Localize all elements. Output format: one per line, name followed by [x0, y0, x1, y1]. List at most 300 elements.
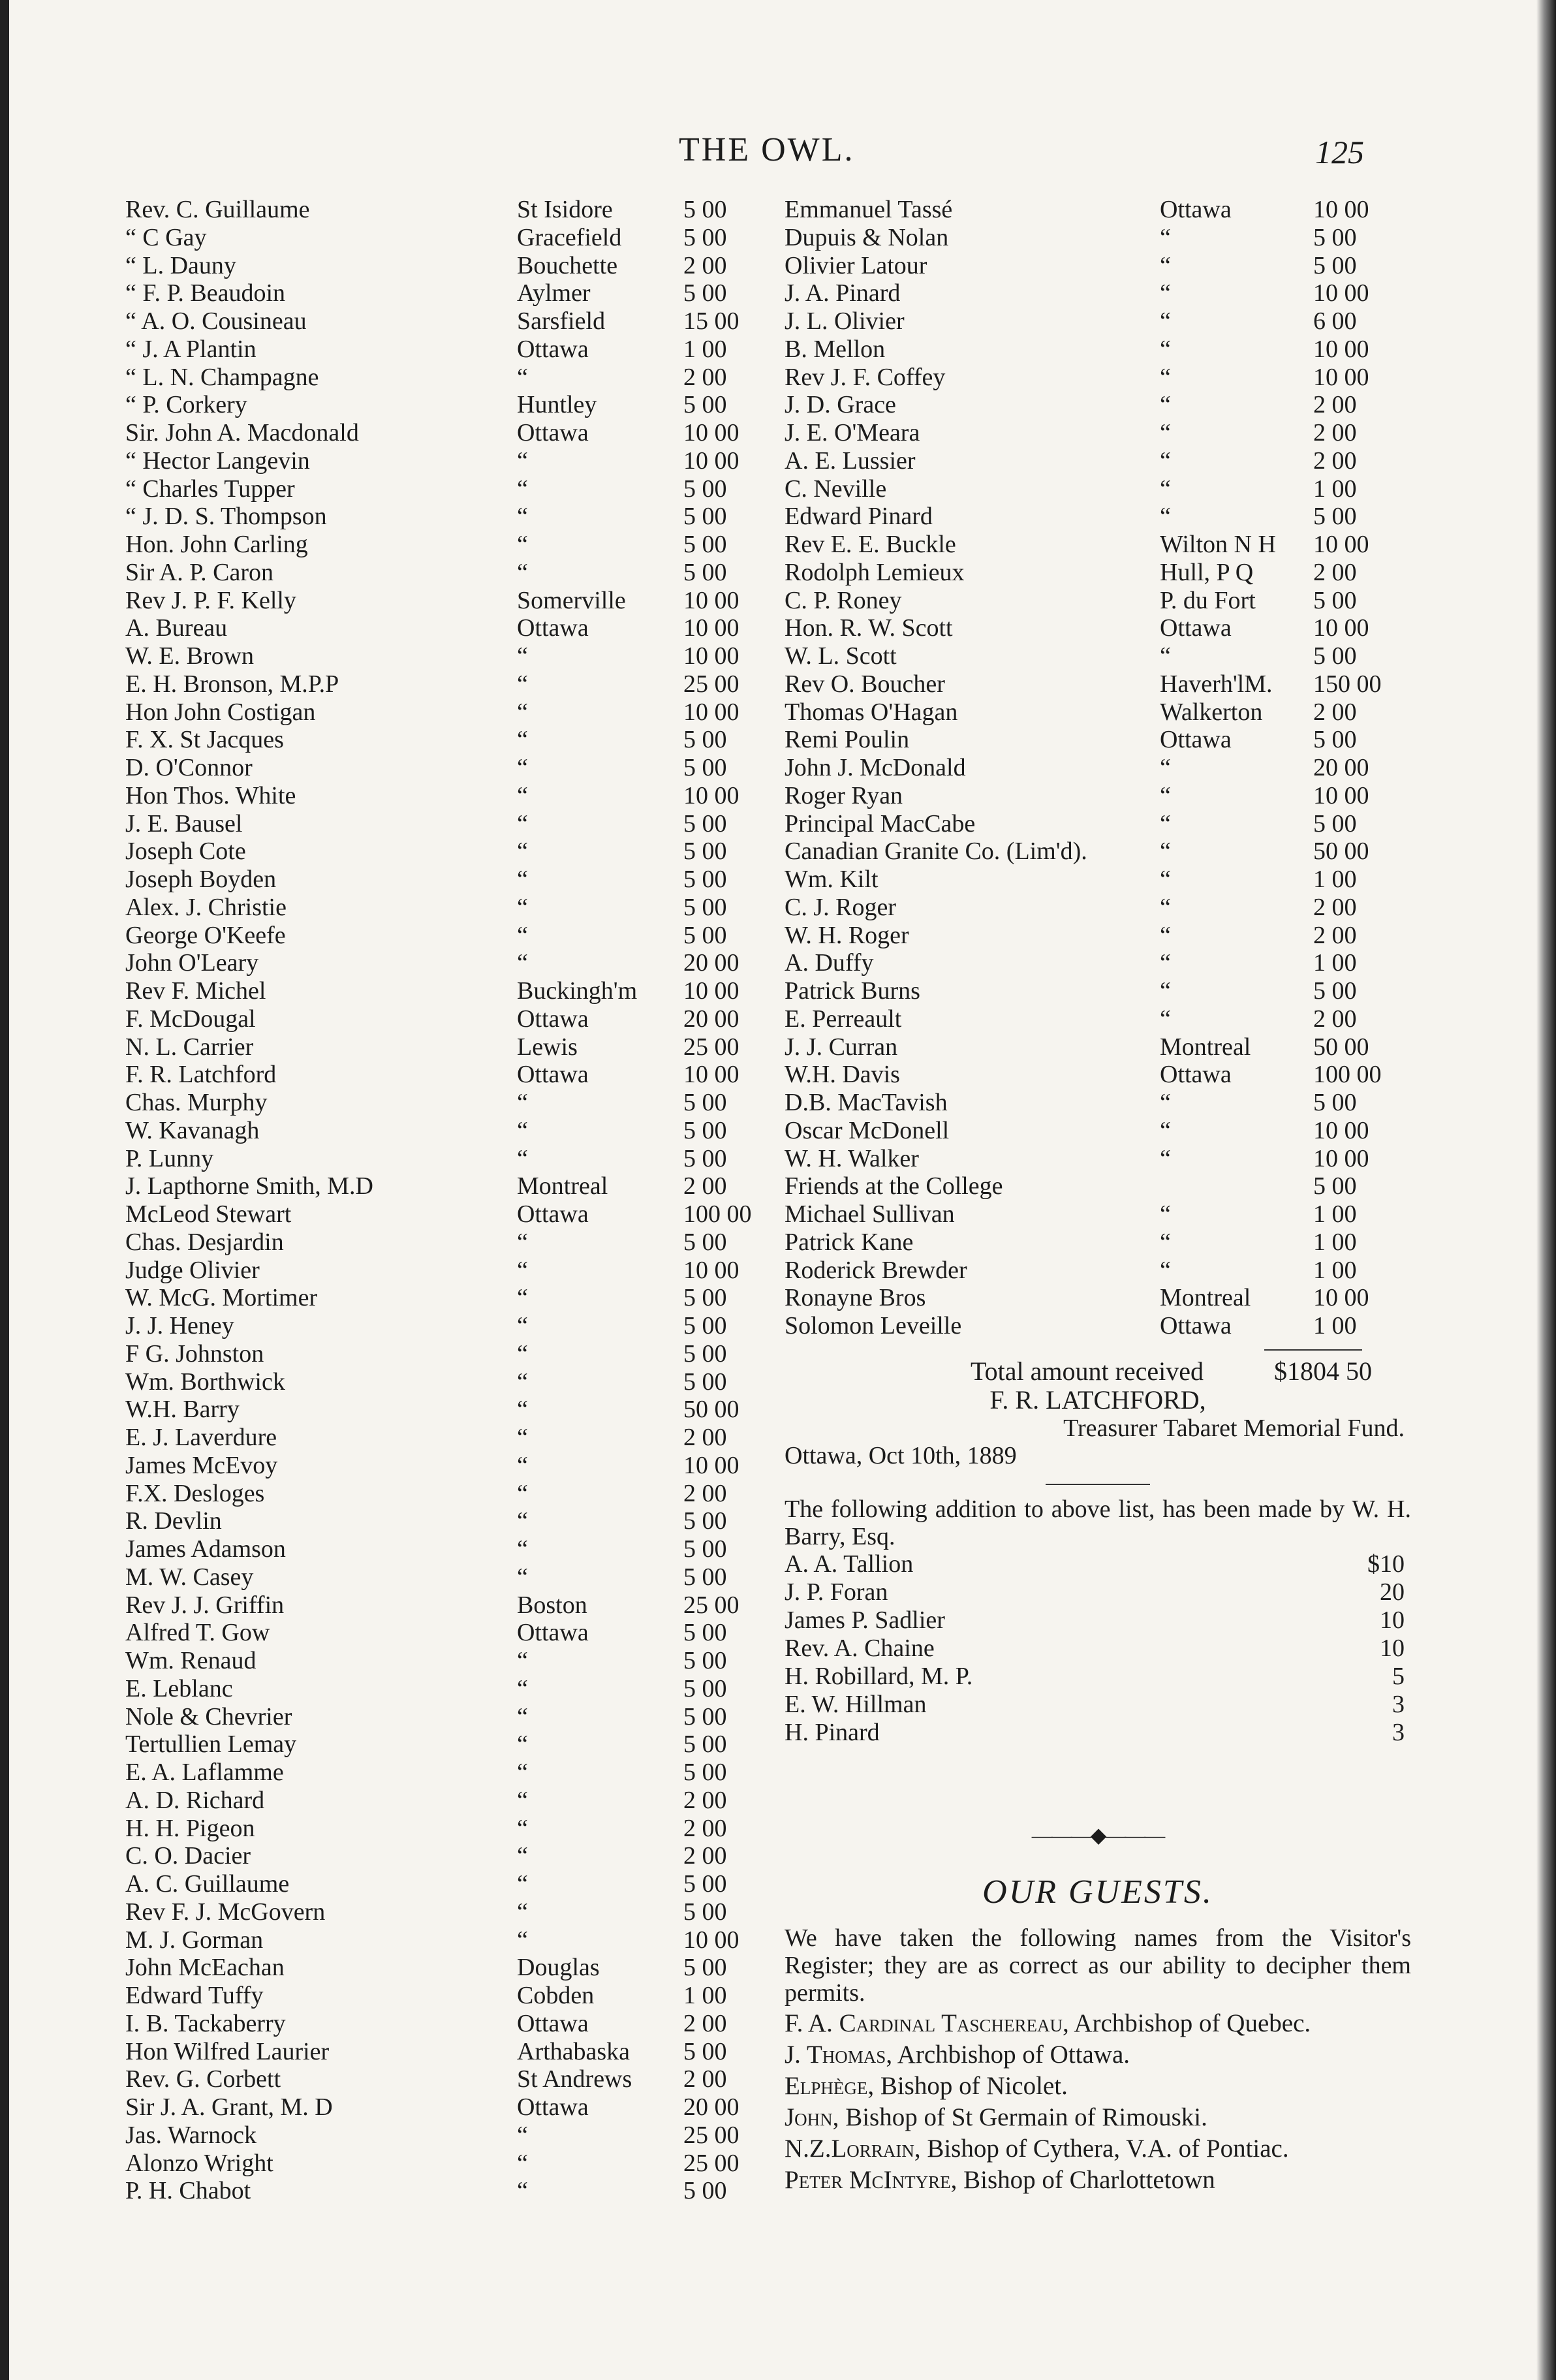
- subscriber-amount: 50 00: [1313, 838, 1369, 866]
- subscriber-row: [125, 1424, 752, 1452]
- subscriber-name: “ Charles Tupper: [125, 475, 295, 503]
- subscriber-amount: 10 00: [683, 642, 739, 670]
- subscriber-name: W. Kavanagh: [125, 1116, 260, 1144]
- subscriber-amount: 5 00: [1313, 642, 1357, 670]
- subscriber-amount: 10 00: [683, 446, 739, 475]
- subscriber-amount: 2 00: [683, 251, 727, 279]
- addition-name: H. Pinard: [785, 1718, 880, 1746]
- subscriber-place: “: [1160, 1005, 1171, 1033]
- subscriber-place: “: [1160, 781, 1171, 809]
- subscriber-amount: 1 00: [1313, 475, 1357, 503]
- subscriber-amount: 100 00: [683, 1200, 752, 1228]
- subscriber-row: [785, 1312, 1411, 1340]
- subscriber-row: [125, 224, 752, 252]
- subscriber-row: [125, 754, 752, 782]
- subscriber-name: J. D. Grace: [785, 391, 896, 419]
- subscriber-amount: 2 00: [1313, 446, 1357, 475]
- subscriber-amount: 25 00: [683, 2121, 739, 2149]
- subscriber-place: “: [517, 1089, 528, 1116]
- subscriber-place: Ottawa: [1160, 196, 1232, 223]
- subscriber-amount: 5 00: [683, 1647, 727, 1674]
- subscriber-place: “: [517, 1312, 528, 1339]
- subscriber-amount: 10 00: [683, 781, 739, 809]
- subscriber-name: J. J. Heney: [125, 1312, 234, 1339]
- addition-row: [785, 1606, 1411, 1635]
- subscriber-amount: 5 00: [683, 1870, 727, 1898]
- subscriber-amount: 20 00: [683, 949, 739, 977]
- subscriber-name: Rev J. J. Griffin: [125, 1591, 285, 1619]
- subscriber-name: “ L. N. Champagne: [125, 363, 319, 391]
- subscriber-amount: 5 00: [683, 1116, 727, 1144]
- subscriber-row: [785, 224, 1411, 252]
- addition-row: [785, 1635, 1411, 1663]
- subscriber-name: Rodolph Lemieux: [785, 558, 965, 586]
- subscriber-name: Oscar McDonell: [785, 1116, 950, 1144]
- subscriber-place: Gracefield: [517, 223, 622, 251]
- subscriber-row: [125, 642, 752, 670]
- subscriber-name: Hon Wilfred Laurier: [125, 2037, 330, 2065]
- subscriber-name: W. H. Roger: [785, 921, 909, 949]
- subscriber-place: “: [1160, 1200, 1171, 1228]
- subscriber-amount: 10 00: [683, 698, 739, 726]
- subscriber-place: “: [517, 2177, 528, 2205]
- subscriber-place: “: [517, 1507, 528, 1535]
- subscriber-name: A. Bureau: [125, 614, 228, 642]
- subscriber-amount: 10 00: [683, 1061, 739, 1089]
- total-label: Total amount received: [971, 1356, 1204, 1386]
- subscriber-place: Montreal: [1160, 1033, 1251, 1061]
- subscriber-row: [125, 810, 752, 838]
- subscriber-place: “: [517, 1144, 528, 1172]
- subscriber-row: [125, 2122, 752, 2150]
- subscriber-place: “: [517, 670, 528, 698]
- subscriber-place: “: [1160, 838, 1171, 866]
- subscriber-name: McLeod Stewart: [125, 1200, 292, 1228]
- guest-entry: [785, 2103, 1411, 2132]
- subscriber-row: [785, 559, 1411, 587]
- addition-name: J. P. Foran: [785, 1578, 888, 1606]
- subscriber-place: “: [1160, 754, 1171, 781]
- subscriber-row: [125, 1982, 752, 2010]
- subscriber-amount: 1 00: [1313, 1256, 1357, 1284]
- subscriber-name: Remi Poulin: [785, 726, 910, 754]
- subscriber-place: “: [517, 726, 528, 754]
- subscriber-amount: 2 00: [683, 2009, 727, 2037]
- subscriber-row: [125, 1312, 752, 1340]
- guest-entry: [785, 2009, 1411, 2038]
- subscriber-name: A. C. Guillaume: [125, 1870, 290, 1898]
- subscriber-amount: 5 00: [683, 1339, 727, 1368]
- subscriber-place: Cobden: [517, 1982, 595, 2009]
- subscriber-place: Boston: [517, 1591, 587, 1619]
- subscriber-name: Edward Pinard: [785, 503, 933, 531]
- subscriber-amount: 5 00: [683, 1284, 727, 1312]
- subscriber-row: [125, 949, 752, 977]
- subscriber-name: “ L. Dauny: [125, 251, 236, 279]
- subscriber-amount: 5 00: [683, 1089, 727, 1116]
- subscriber-row: [125, 391, 752, 419]
- subscriber-amount: 5 00: [1313, 726, 1357, 754]
- subscriber-name: Principal MacCabe: [785, 809, 976, 838]
- subscriber-name: Alonzo Wright: [125, 2149, 273, 2177]
- subscriber-row: [125, 1452, 752, 1480]
- subscriber-place: “: [517, 363, 528, 391]
- right-column: [785, 196, 1411, 2195]
- subscriber-row: [785, 726, 1411, 754]
- subscriber-amount: 10 00: [1313, 1284, 1369, 1312]
- subscriber-place: Ottawa: [517, 419, 589, 446]
- subscriber-row: [125, 336, 752, 364]
- subscriber-name: D.B. MacTavish: [785, 1089, 948, 1116]
- subscriber-row: [785, 614, 1411, 642]
- subscriber-place: “: [517, 1479, 528, 1507]
- subscriber-amount: 10 00: [1313, 1116, 1369, 1144]
- subscriber-name: R. Devlin: [125, 1507, 222, 1535]
- subscriber-amount: 50 00: [683, 1396, 739, 1424]
- subscriber-name: Rev J. F. Coffey: [785, 363, 946, 391]
- subscriber-name: Jas. Warnock: [125, 2121, 257, 2149]
- guest-name: Elphège,: [785, 2071, 875, 2100]
- subscriber-row: [125, 364, 752, 392]
- subscriber-row: [125, 614, 752, 642]
- subscriber-place: Arthabaska: [517, 2037, 630, 2065]
- subscriber-row: [125, 1870, 752, 1898]
- subscriber-row: [125, 1396, 752, 1424]
- subscriber-amount: 5 00: [1313, 1089, 1357, 1116]
- subscriber-place: “: [517, 1451, 528, 1479]
- subscriber-amount: 5 00: [683, 838, 727, 866]
- subscriber-amount: 25 00: [683, 1591, 739, 1619]
- subscriber-row: [125, 2150, 752, 2178]
- guest-title: Bishop of Cythera, V.A. of Pontiac.: [927, 2134, 1289, 2163]
- subscriber-place: “: [1160, 642, 1171, 670]
- subscriber-row: [125, 196, 752, 224]
- subscriber-place: “: [1160, 251, 1171, 279]
- subscriber-amount: 5 00: [683, 1702, 727, 1730]
- subscriber-name: John O'Leary: [125, 949, 259, 977]
- subscriber-amount: 5 00: [1313, 503, 1357, 531]
- subscriber-place: Haverh'lM.: [1160, 670, 1273, 698]
- subscriber-row: [785, 447, 1411, 475]
- page-edge-right: [1536, 0, 1556, 2380]
- subscriber-name: Hon. R. W. Scott: [785, 614, 953, 642]
- subscriber-row: [785, 838, 1411, 866]
- subscriber-place: “: [517, 1228, 528, 1256]
- subscriber-place: “: [1160, 363, 1171, 391]
- guest-entry: [785, 2041, 1411, 2069]
- subscriber-place: “: [517, 1842, 528, 1870]
- addition-row: [785, 1550, 1411, 1578]
- subscriber-amount: 5 00: [683, 1759, 727, 1786]
- subscriber-name: Patrick Burns: [785, 977, 920, 1005]
- subscriber-row: [125, 1005, 752, 1033]
- subscriber-row: [125, 1145, 752, 1173]
- subscriber-amount: 5 00: [683, 1730, 727, 1759]
- subscriber-name: John J. McDonald: [785, 754, 966, 781]
- subscriber-place: “: [1160, 1144, 1171, 1172]
- subscriber-amount: 1 00: [1313, 1312, 1357, 1339]
- subscriber-amount: 2 00: [683, 1479, 727, 1507]
- guest-name: F. A. Cardinal Taschereau,: [785, 2009, 1069, 2037]
- guest-entry: [785, 2166, 1411, 2195]
- subscriber-name: W. L. Scott: [785, 642, 897, 670]
- subscriber-place: “: [517, 2121, 528, 2149]
- subscriber-place: “: [1160, 1256, 1171, 1284]
- subscriber-amount: 5 00: [683, 1619, 727, 1647]
- subscriber-amount: 1 00: [1313, 866, 1357, 893]
- subscriber-name: F G. Johnston: [125, 1339, 264, 1368]
- addition-amount: 10: [1380, 1634, 1405, 1662]
- addition-amount: 3: [1392, 1690, 1405, 1718]
- subscriber-amount: 5 00: [683, 1312, 727, 1339]
- subscriber-name: James Adamson: [125, 1535, 286, 1563]
- subscriber-name: B. Mellon: [785, 335, 886, 363]
- left-column: [125, 196, 752, 2205]
- subscriber-row: [125, 1842, 752, 1870]
- subscriber-amount: 100 00: [1313, 1061, 1382, 1089]
- page-edge-left: [0, 0, 9, 2380]
- subscriber-place: “: [517, 866, 528, 893]
- subscriber-row: [125, 1647, 752, 1675]
- guest-title: Archbishop of Quebec.: [1074, 2009, 1311, 2037]
- subscriber-name: Rev J. P. F. Kelly: [125, 586, 296, 614]
- subscriber-name: Emmanuel Tassé: [785, 196, 953, 223]
- guest-name: John,: [785, 2103, 839, 2131]
- subscriber-row: [785, 754, 1411, 782]
- subscriber-amount: 1 00: [1313, 1200, 1357, 1228]
- subscriber-amount: 25 00: [683, 1033, 739, 1061]
- subscriber-name: Thomas O'Hagan: [785, 698, 958, 726]
- addition-name: Rev. A. Chaine: [785, 1634, 935, 1662]
- subscriber-place: “: [1160, 977, 1171, 1005]
- subscriber-name: Rev O. Boucher: [785, 670, 945, 698]
- subscriber-name: Dupuis & Nolan: [785, 223, 949, 251]
- subscriber-name: F. R. Latchford: [125, 1061, 277, 1089]
- subscriber-place: “: [1160, 809, 1171, 838]
- subscriber-name: Nole & Chevrier: [125, 1702, 292, 1730]
- subscriber-amount: 10 00: [683, 419, 739, 446]
- subscriber-name: Canadian Granite Co. (Lim'd).: [785, 838, 1087, 866]
- guest-title: Bishop of Charlottetown: [963, 2165, 1215, 2194]
- subscriber-row: [125, 1200, 752, 1229]
- subscriber-name: D. O'Connor: [125, 754, 253, 781]
- subscriber-place: P. du Fort: [1160, 586, 1256, 614]
- subscriber-place: “: [517, 754, 528, 781]
- subscriber-name: Roger Ryan: [785, 781, 903, 809]
- subscriber-amount: 5 00: [683, 809, 727, 838]
- subscriber-place: “: [517, 1563, 528, 1591]
- subscriber-name: Sir A. P. Caron: [125, 558, 273, 586]
- subscriber-name: Wm. Kilt: [785, 866, 879, 893]
- addition-amount: 10: [1380, 1606, 1405, 1634]
- subscriber-row: [125, 475, 752, 503]
- subscriber-amount: 5 00: [1313, 977, 1357, 1005]
- subscriber-row: [785, 419, 1411, 447]
- addition-note: The following addition to above list, has been made by W. H. Barry, Esq.: [785, 1495, 1411, 1550]
- subscriber-row: [785, 1061, 1411, 1089]
- subscriber-name: Friends at the College: [785, 1172, 1003, 1200]
- subscriber-amount: 2 00: [683, 2065, 727, 2093]
- subscriber-name: James McEvoy: [125, 1451, 278, 1479]
- addition-name: H. Robillard, M. P.: [785, 1662, 973, 1690]
- subscriber-name: Tertullien Lemay: [125, 1730, 297, 1759]
- subscriber-row: [125, 977, 752, 1005]
- addition-name: A. A. Tallion: [785, 1550, 914, 1578]
- subscriber-name: Alfred T. Gow: [125, 1619, 270, 1647]
- subscriber-row: [125, 1284, 752, 1312]
- subscriber-amount: 5 00: [683, 196, 727, 223]
- subscriber-amount: 5 00: [683, 893, 727, 921]
- subscriber-place: “: [517, 2149, 528, 2177]
- subscriber-row: [125, 531, 752, 559]
- addition-row: [785, 1663, 1411, 1691]
- subscriber-row: [785, 196, 1411, 224]
- subscriber-name: J. L. Olivier: [785, 307, 905, 335]
- subscriber-name: C. P. Roney: [785, 586, 902, 614]
- subscriber-name: J. E. O'Meara: [785, 419, 920, 446]
- subscriber-row: [125, 670, 752, 698]
- subscriber-name: Sir J. A. Grant, M. D: [125, 2093, 333, 2121]
- subscriber-name: J. J. Curran: [785, 1033, 898, 1061]
- addition-amount: $10: [1367, 1550, 1405, 1578]
- subscriber-name: F.X. Desloges: [125, 1479, 265, 1507]
- subscriber-row: [785, 1229, 1411, 1257]
- subscriber-amount: 10 00: [1313, 279, 1369, 307]
- subscriber-row: [125, 1229, 752, 1257]
- subscriber-place: Aylmer: [517, 279, 591, 307]
- subscriber-place: “: [517, 1674, 528, 1702]
- subscriber-name: E. H. Bronson, M.P.P: [125, 670, 339, 698]
- subscriber-place: “: [1160, 279, 1171, 307]
- subscriber-name: “ J. A Plantin: [125, 335, 257, 363]
- subscriber-row: [785, 587, 1411, 615]
- subscriber-amount: 5 00: [683, 503, 727, 531]
- subscriber-name: A. E. Lussier: [785, 446, 916, 475]
- subscriber-place: “: [517, 1870, 528, 1898]
- subscriber-place: “: [517, 531, 528, 558]
- subscriber-place: “: [517, 1759, 528, 1786]
- section-rule: [1046, 1484, 1150, 1485]
- subscriber-place: Huntley: [517, 391, 597, 419]
- subscriber-place: “: [1160, 223, 1171, 251]
- ornament-divider: ———◆———: [1031, 1823, 1164, 1847]
- subscriber-row: [125, 447, 752, 475]
- subscriber-row: [125, 307, 752, 336]
- subscriber-amount: 20 00: [683, 2093, 739, 2121]
- subscriber-row: [125, 1787, 752, 1815]
- subscriber-amount: 2 00: [1313, 419, 1357, 446]
- subscriber-name: Rev E. E. Buckle: [785, 531, 956, 558]
- subscriber-place: Wilton N H: [1160, 531, 1276, 558]
- subscriber-name: John McEachan: [125, 1954, 285, 1982]
- subscriber-row: [785, 670, 1411, 698]
- subscriber-name: Edward Tuffy: [125, 1982, 264, 2009]
- subscriber-amount: 2 00: [683, 1814, 727, 1842]
- subscriber-name: Joseph Boyden: [125, 866, 277, 893]
- subscriber-place: “: [1160, 1089, 1171, 1116]
- subscriber-row: [125, 559, 752, 587]
- subscriber-place: “: [517, 1284, 528, 1312]
- subscriber-place: “: [517, 1647, 528, 1674]
- subscriber-row: [785, 391, 1411, 419]
- subscriber-name: E. A. Laflamme: [125, 1759, 284, 1786]
- subscriber-amount: 5 00: [683, 1228, 727, 1256]
- subscriber-name: “ C Gay: [125, 223, 207, 251]
- subscriber-row: [125, 2010, 752, 2038]
- subscriber-row: [785, 866, 1411, 894]
- subscriber-place: “: [517, 781, 528, 809]
- subscriber-row: [785, 336, 1411, 364]
- subscriber-place: Ottawa: [517, 2093, 589, 2121]
- subscriber-place: “: [517, 1424, 528, 1451]
- subscriber-place: “: [1160, 391, 1171, 419]
- subscriber-list-right: [785, 196, 1411, 1340]
- subscriber-name: Sir. John A. Macdonald: [125, 419, 359, 446]
- subscriber-amount: 10 00: [1313, 363, 1369, 391]
- running-header: [0, 131, 1556, 183]
- subscriber-amount: 5 00: [1313, 223, 1357, 251]
- subscriber-name: N. L. Carrier: [125, 1033, 254, 1061]
- subscriber-name: Rev F. J. McGovern: [125, 1898, 326, 1926]
- subscriber-name: Hon John Costigan: [125, 698, 316, 726]
- subscriber-row: [785, 1257, 1411, 1285]
- subscriber-row: [125, 1061, 752, 1089]
- subscriber-place: “: [517, 1898, 528, 1926]
- subscriber-name: Chas. Desjardin: [125, 1228, 284, 1256]
- subscriber-name: Rev. C. Guillaume: [125, 196, 310, 223]
- subscriber-place: Douglas: [517, 1954, 600, 1982]
- subscriber-name: C. O. Dacier: [125, 1842, 251, 1870]
- subscriber-row: [785, 1145, 1411, 1173]
- subscriber-amount: 2 00: [1313, 1005, 1357, 1033]
- subscriber-row: [785, 922, 1411, 950]
- subscriber-amount: 5 00: [683, 2177, 727, 2205]
- subscriber-amount: 2 00: [1313, 893, 1357, 921]
- subscriber-name: Joseph Cote: [125, 838, 246, 866]
- subscriber-row: [125, 252, 752, 280]
- subscriber-name: C. Neville: [785, 475, 887, 503]
- subscriber-amount: 5 00: [683, 2037, 727, 2065]
- subscriber-amount: 10 00: [1313, 196, 1369, 223]
- subscriber-amount: 15 00: [683, 307, 739, 335]
- subscriber-row: [125, 726, 752, 754]
- subscriber-place: “: [1160, 419, 1171, 446]
- subscriber-name: Wm. Borthwick: [125, 1368, 285, 1396]
- subscriber-row: [785, 1172, 1411, 1200]
- subscriber-row: [785, 949, 1411, 977]
- subscriber-name: W. McG. Mortimer: [125, 1284, 318, 1312]
- subscriber-amount: 5 00: [683, 866, 727, 893]
- subscriber-row: [125, 782, 752, 810]
- subscriber-row: [785, 279, 1411, 307]
- subscriber-place: “: [517, 698, 528, 726]
- addition-row: [785, 1719, 1411, 1747]
- subscriber-amount: 10 00: [1313, 335, 1369, 363]
- treasurer-date: Ottawa, Oct 10th, 1889: [785, 1441, 1017, 1469]
- subscriber-place: St Isidore: [517, 196, 613, 223]
- subscriber-place: Ottawa: [517, 614, 589, 642]
- treasurer-name: F. R. LATCHFORD,: [989, 1385, 1206, 1415]
- guest-name: N.Z.Lorrain,: [785, 2134, 921, 2163]
- subscriber-row: [125, 866, 752, 894]
- subscriber-place: Ottawa: [1160, 614, 1232, 642]
- subscriber-row: [125, 1730, 752, 1759]
- subscriber-amount: 5 00: [683, 223, 727, 251]
- subscriber-row: [125, 894, 752, 922]
- guest-name: J. Thomas,: [785, 2040, 893, 2069]
- subscriber-amount: 2 00: [683, 1172, 727, 1200]
- addition-amount: 20: [1380, 1578, 1405, 1606]
